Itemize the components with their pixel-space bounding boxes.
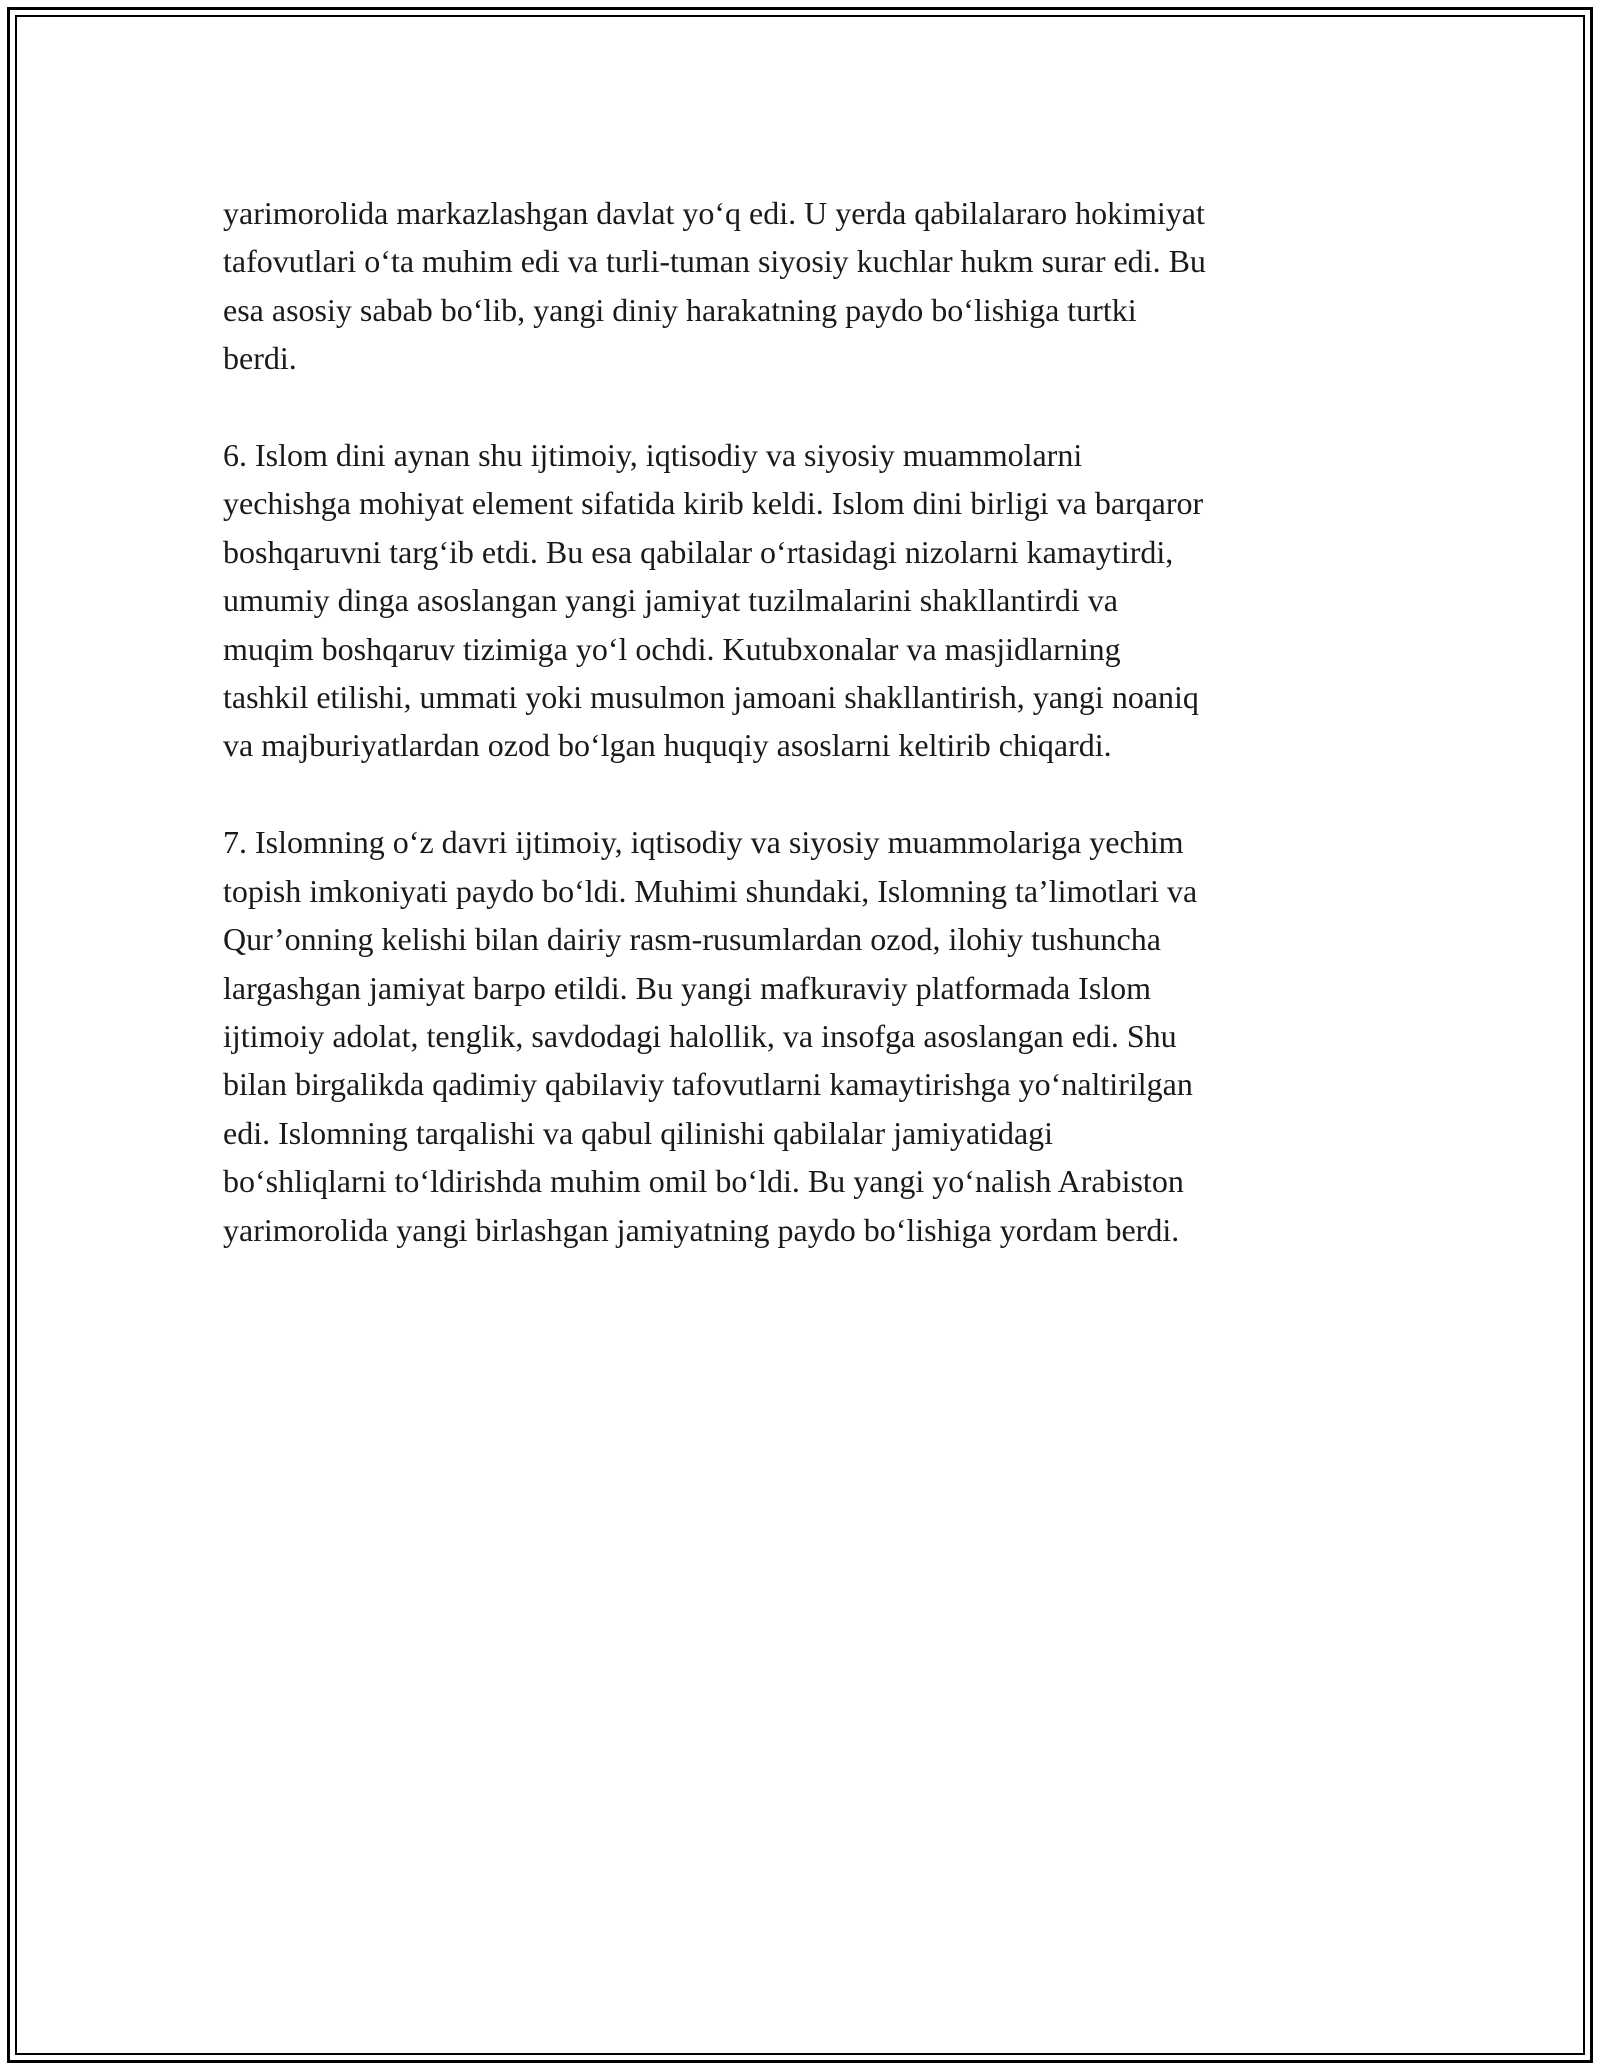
paragraph-line: ijtimoiy adolat, tenglik, savdodagi halollik, va insofga asoslangan edi. Shu bbox=[223, 1017, 1177, 1054]
paragraph-line: yarimorolida markazlashgan davlat yo‘q edi. U yerda qabilalararo hokimiyat bbox=[223, 195, 1205, 231]
paragraph-line: 6. Islom dini aynan shu ijtimoiy, iqtisodiy va siyosiy muammolarni bbox=[223, 437, 1083, 474]
paragraph-line: muqim boshqaruv tizimiga yo‘l ochdi. Kutubxonalar va masjidlarning bbox=[223, 630, 1121, 667]
paragraph-line: va majburiyatlardan ozod bo‘lgan huquqiy asoslarni keltirib chiqardi. bbox=[223, 727, 1112, 764]
paragraph-line: edi. Islomning tarqalishi va qabul qilinishi qabilalar jamiyatidagi bbox=[223, 1114, 1054, 1151]
paragraph-line: largashgan jamiyat barpo etildi. Bu yangi mafkuraviy platformada Islom bbox=[223, 969, 1152, 1006]
paragraph-line: yarimorolida yangi birlashgan jamiyatning paydo bo‘lishiga yordam berdi. bbox=[223, 1211, 1180, 1248]
paragraph-line: bo‘shliqlarni to‘ldirishda muhim omil bo‘ldi. Bu yangi yo‘nalish Arabiston bbox=[223, 1163, 1184, 1200]
paragraph-line: yechishga mohiyat element sifatida kirib keldi. Islom dini birligi va barqaror bbox=[223, 485, 1204, 522]
paragraph-line: esa asosiy sabab bo‘lib, yangi diniy harakatning paydo bo‘lishiga turtki bbox=[223, 291, 1137, 328]
paragraph-line: topish imkoniyati paydo bo‘ldi. Muhimi shundaki, Islomning ta’limotlari va bbox=[223, 872, 1198, 909]
document-body bbox=[223, 189, 1383, 1254]
paragraph-line: tafovutlari o‘ta muhim edi va turli-tuman siyosiy kuchlar hukm surar edi. Bu bbox=[223, 243, 1206, 280]
paragraph-line: umumiy dinga asoslangan yangi jamiyat tuzilmalarini shakllantirdi va bbox=[223, 582, 1118, 619]
paragraph-line: bilan birgalikda qadimiy qabilaviy tafovutlarni kamaytirishga yo‘naltirilgan bbox=[223, 1066, 1193, 1103]
paragraph-line: boshqaruvni targ‘ib etdi. Bu esa qabilalar o‘rtasidagi nizolarni kamaytirdi, bbox=[223, 533, 1174, 570]
paragraph-line: Qur’onning kelishi bilan dairiy rasm-rusumlardan ozod, ilohiy tushuncha bbox=[223, 921, 1161, 958]
paragraph-line: berdi. bbox=[223, 340, 297, 377]
paragraph-line: 7. Islomning o‘z davri ijtimoiy, iqtisodiy va siyosiy muammolariga yechim bbox=[223, 824, 1184, 861]
paragraph-line: tashkil etilishi, ummati yoki musulmon jamoani shakllantirish, yangi noaniq bbox=[223, 679, 1199, 716]
